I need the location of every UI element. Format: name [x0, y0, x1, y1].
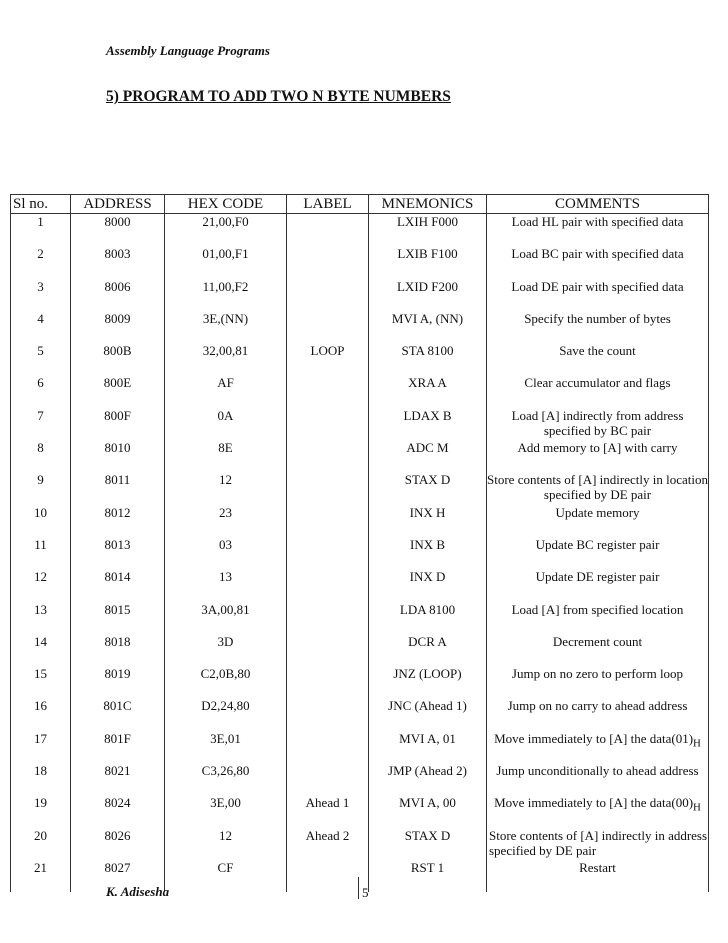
- cell-label: [287, 472, 369, 504]
- cell-comment: [487, 343, 709, 375]
- cell-comment: [487, 537, 709, 569]
- cell-comment: [487, 569, 709, 601]
- cell-label: [287, 698, 369, 730]
- cell-comment: [487, 828, 709, 860]
- cell-address: 8006: [71, 279, 165, 311]
- cell-sl-no: 6: [11, 375, 71, 407]
- comment-subscript: H: [693, 737, 701, 750]
- cell-sl-no: 18: [11, 763, 71, 795]
- cell-address: 8013: [71, 537, 165, 569]
- cell-address: 8012: [71, 505, 165, 537]
- column-header-hex-code: HEX CODE: [165, 195, 287, 214]
- cell-mnemonic: STAX D: [369, 472, 487, 504]
- cell-address: 801C: [71, 698, 165, 730]
- column-header-comments: COMMENTS: [487, 195, 709, 214]
- cell-hex-code: 23: [165, 505, 287, 537]
- cell-sl-no: 17: [11, 731, 71, 763]
- cell-hex-code: 8E: [165, 440, 287, 472]
- cell-sl-no: 11: [11, 537, 71, 569]
- cell-label: [287, 375, 369, 407]
- comment-text: Load DE pair with specified data: [511, 278, 684, 294]
- cell-hex-code: 21,00,F0: [165, 214, 287, 247]
- program-title: 5) PROGRAM TO ADD TWO N BYTE NUMBERS: [106, 88, 451, 105]
- cell-mnemonic: LDA 8100: [369, 602, 487, 634]
- cell-label: [287, 311, 369, 343]
- cell-sl-no: 10: [11, 505, 71, 537]
- cell-mnemonic: LXIB F100: [369, 246, 487, 278]
- column-header-label: LABEL: [287, 195, 369, 214]
- cell-mnemonic: JNZ (LOOP): [369, 666, 487, 698]
- cell-hex-code: 0A: [165, 408, 287, 440]
- cell-mnemonic: RST 1: [369, 860, 487, 892]
- cell-address: 800F: [71, 408, 165, 440]
- cell-mnemonic: LXIH F000: [369, 214, 487, 247]
- cell-label: [287, 731, 369, 763]
- column-header-mnemonics: MNEMONICS: [369, 195, 487, 214]
- comment-text: Store contents of [A] indirectly in address specified by DE pair: [489, 827, 708, 858]
- comment-text: Load BC pair with specified data: [511, 246, 684, 262]
- comment-text: Clear accumulator and flags: [524, 375, 671, 391]
- cell-label: [287, 408, 369, 440]
- cell-mnemonic: INX D: [369, 569, 487, 601]
- cell-label: [287, 246, 369, 278]
- cell-address: 8021: [71, 763, 165, 795]
- table-row: [11, 279, 709, 311]
- footer-page-number: 5: [362, 885, 369, 900]
- cell-hex-code: 3A,00,81: [165, 602, 287, 634]
- table-row: [11, 634, 709, 666]
- cell-address: 8010: [71, 440, 165, 472]
- cell-mnemonic: STAX D: [369, 828, 487, 860]
- cell-comment: [487, 408, 709, 440]
- comment-text: Move immediately to [A] the data(01): [494, 730, 694, 746]
- cell-mnemonic: JNC (Ahead 1): [369, 698, 487, 730]
- cell-sl-no: 15: [11, 666, 71, 698]
- cell-mnemonic: DCR A: [369, 634, 487, 666]
- cell-address: 8011: [71, 472, 165, 504]
- cell-comment: [487, 860, 709, 892]
- cell-hex-code: 3D: [165, 634, 287, 666]
- cell-address: 8000: [71, 214, 165, 247]
- table-row: [11, 763, 709, 795]
- table-body: [11, 214, 709, 893]
- comment-text: Move immediately to [A] the data(00): [494, 795, 694, 811]
- cell-address: 801F: [71, 731, 165, 763]
- cell-hex-code: 3E,00: [165, 795, 287, 827]
- cell-address: 8024: [71, 795, 165, 827]
- column-header-sl-no: Sl no.: [11, 195, 71, 214]
- cell-sl-no: 8: [11, 440, 71, 472]
- program-table: [10, 194, 709, 892]
- comment-text: Update memory: [555, 504, 640, 520]
- cell-address: 8003: [71, 246, 165, 278]
- cell-sl-no: 1: [11, 214, 71, 247]
- cell-sl-no: 9: [11, 472, 71, 504]
- cell-address: 8018: [71, 634, 165, 666]
- cell-comment: [487, 731, 709, 763]
- comment-subscript: H: [693, 801, 701, 814]
- cell-mnemonic: XRA A: [369, 375, 487, 407]
- table-row: [11, 472, 709, 504]
- table-row: [11, 537, 709, 569]
- column-header-address: ADDRESS: [71, 195, 165, 214]
- cell-hex-code: 13: [165, 569, 287, 601]
- table-row: [11, 343, 709, 375]
- cell-sl-no: 3: [11, 279, 71, 311]
- cell-label: Ahead 2: [287, 828, 369, 860]
- cell-label: [287, 505, 369, 537]
- cell-sl-no: 13: [11, 602, 71, 634]
- cell-label: [287, 860, 369, 892]
- cell-mnemonic: MVI A, 00: [369, 795, 487, 827]
- cell-mnemonic: STA 8100: [369, 343, 487, 375]
- comment-text: Load [A] from specified location: [511, 601, 684, 617]
- comment-text: Decrement count: [552, 633, 643, 649]
- table-row: [11, 311, 709, 343]
- cell-hex-code: CF: [165, 860, 287, 892]
- cell-address: 8014: [71, 569, 165, 601]
- cell-hex-code: C2,0B,80: [165, 666, 287, 698]
- cell-address: 800E: [71, 375, 165, 407]
- cell-label: LOOP: [287, 343, 369, 375]
- cell-address: 8019: [71, 666, 165, 698]
- cell-hex-code: D2,24,80: [165, 698, 287, 730]
- cell-comment: [487, 602, 709, 634]
- cell-mnemonic: MVI A, (NN): [369, 311, 487, 343]
- table-row: [11, 602, 709, 634]
- cell-label: [287, 602, 369, 634]
- cell-label: [287, 214, 369, 247]
- cell-sl-no: 5: [11, 343, 71, 375]
- cell-comment: [487, 634, 709, 666]
- comment-text: Store contents of [A] indirectly in location specified by DE pair: [487, 472, 708, 503]
- cell-address: 8027: [71, 860, 165, 892]
- cell-comment: [487, 311, 709, 343]
- comment-text: Save the count: [559, 343, 636, 359]
- comment-text: Jump unconditionally to ahead address: [496, 763, 699, 779]
- comment-text: Load [A] indirectly from address specified by BC pair: [511, 407, 684, 438]
- comment-text: Restart: [579, 859, 616, 875]
- table-header-row: [11, 195, 709, 214]
- cell-sl-no: 7: [11, 408, 71, 440]
- cell-label: [287, 569, 369, 601]
- cell-label: [287, 634, 369, 666]
- cell-hex-code: 32,00,81: [165, 343, 287, 375]
- cell-label: [287, 666, 369, 698]
- table-row: [11, 569, 709, 601]
- table-row: [11, 246, 709, 278]
- cell-sl-no: 20: [11, 828, 71, 860]
- cell-hex-code: 12: [165, 472, 287, 504]
- comment-text: Specify the number of bytes: [524, 310, 671, 326]
- table-row: [11, 731, 709, 763]
- cell-hex-code: AF: [165, 375, 287, 407]
- cell-sl-no: 19: [11, 795, 71, 827]
- cell-sl-no: 2: [11, 246, 71, 278]
- cell-hex-code: 01,00,F1: [165, 246, 287, 278]
- table-row: [11, 795, 709, 827]
- document-header-title: Assembly Language Programs: [106, 43, 270, 58]
- cell-address: 8009: [71, 311, 165, 343]
- cell-sl-no: 4: [11, 311, 71, 343]
- cell-mnemonic: MVI A, 01: [369, 731, 487, 763]
- cell-comment: [487, 472, 709, 504]
- table-row: [11, 440, 709, 472]
- comment-text: Load HL pair with specified data: [511, 214, 684, 229]
- cell-label: [287, 279, 369, 311]
- cell-comment: [487, 795, 709, 827]
- cell-mnemonic: LXID F200: [369, 279, 487, 311]
- cell-comment: [487, 214, 709, 247]
- comment-text: Update DE register pair: [535, 569, 660, 585]
- comment-text: Jump on no zero to perform loop: [511, 666, 684, 682]
- cell-label: Ahead 1: [287, 795, 369, 827]
- table-row: [11, 408, 709, 440]
- cell-sl-no: 16: [11, 698, 71, 730]
- cell-comment: [487, 666, 709, 698]
- cell-hex-code: C3,26,80: [165, 763, 287, 795]
- cell-comment: [487, 505, 709, 537]
- cell-comment: [487, 246, 709, 278]
- cell-mnemonic: INX H: [369, 505, 487, 537]
- cell-sl-no: 21: [11, 860, 71, 892]
- comment-text: Update BC register pair: [535, 536, 660, 552]
- cell-mnemonic: JMP (Ahead 2): [369, 763, 487, 795]
- footer-author: K. Adisesha: [106, 884, 170, 899]
- table-row: [11, 375, 709, 407]
- comment-text: Add memory to [A] with carry: [517, 440, 678, 456]
- cell-address: 800B: [71, 343, 165, 375]
- cell-mnemonic: INX B: [369, 537, 487, 569]
- footer-divider: [358, 877, 359, 899]
- table-row: [11, 698, 709, 730]
- cell-mnemonic: ADC M: [369, 440, 487, 472]
- cell-label: [287, 763, 369, 795]
- cell-hex-code: 3E,01: [165, 731, 287, 763]
- table-row: [11, 828, 709, 860]
- cell-hex-code: 03: [165, 537, 287, 569]
- cell-comment: [487, 279, 709, 311]
- cell-hex-code: 3E,(NN): [165, 311, 287, 343]
- table-row: [11, 214, 709, 247]
- cell-hex-code: 12: [165, 828, 287, 860]
- cell-hex-code: 11,00,F2: [165, 279, 287, 311]
- cell-comment: [487, 698, 709, 730]
- cell-sl-no: 14: [11, 634, 71, 666]
- cell-comment: [487, 440, 709, 472]
- comment-text: Jump on no carry to ahead address: [507, 698, 688, 714]
- cell-label: [287, 537, 369, 569]
- cell-sl-no: 12: [11, 569, 71, 601]
- cell-address: 8026: [71, 828, 165, 860]
- table-row: [11, 666, 709, 698]
- table-row: [11, 505, 709, 537]
- cell-comment: [487, 375, 709, 407]
- cell-address: 8015: [71, 602, 165, 634]
- cell-comment: [487, 763, 709, 795]
- cell-mnemonic: LDAX B: [369, 408, 487, 440]
- cell-label: [287, 440, 369, 472]
